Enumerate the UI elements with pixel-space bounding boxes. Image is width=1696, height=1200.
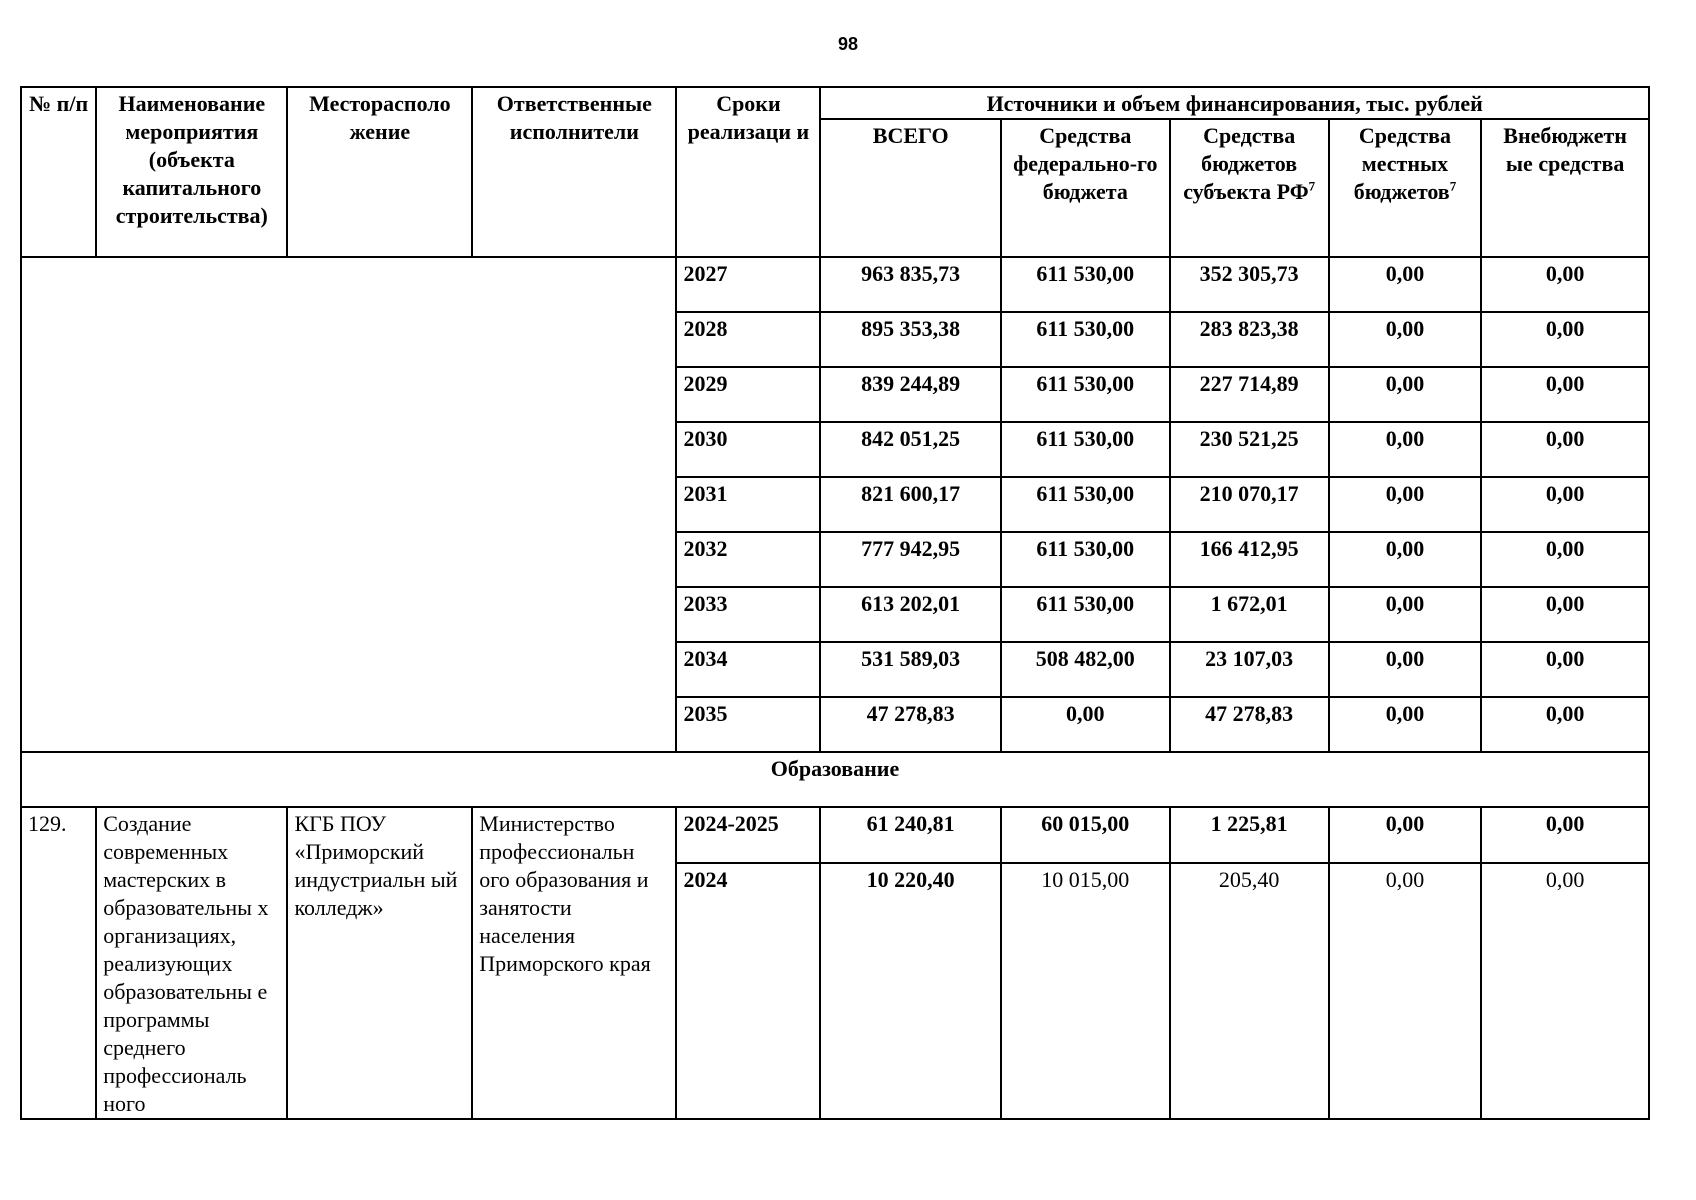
local-cell: 0,00 xyxy=(1329,697,1482,752)
item-129-num: 129. xyxy=(21,807,96,1119)
year-cell: 2032 xyxy=(676,532,820,587)
local-cell: 0,00 xyxy=(1329,422,1482,477)
item-129-offbudget-cell: 0,00 xyxy=(1481,807,1649,863)
year-cell: 2030 xyxy=(676,422,820,477)
offbudget-cell: 0,00 xyxy=(1481,477,1649,532)
header-num: № п/п xyxy=(21,87,96,257)
item-129-local-cell: 0,00 xyxy=(1329,863,1482,1119)
item-129-year-cell: 2024-2025 xyxy=(676,807,820,863)
total-cell: 531 589,03 xyxy=(820,642,1001,697)
offbudget-cell: 0,00 xyxy=(1481,587,1649,642)
total-cell: 842 051,25 xyxy=(820,422,1001,477)
year-cell: 2035 xyxy=(676,697,820,752)
local-cell: 0,00 xyxy=(1329,312,1482,367)
offbudget-cell: 0,00 xyxy=(1481,642,1649,697)
item-129-local-cell: 0,00 xyxy=(1329,807,1482,863)
federal-cell: 508 482,00 xyxy=(1001,642,1170,697)
federal-cell: 611 530,00 xyxy=(1001,532,1170,587)
header-financing-group: Источники и объем финансирования, тыс. рублей xyxy=(820,87,1649,119)
year-row xyxy=(21,257,1649,312)
federal-cell: 611 530,00 xyxy=(1001,422,1170,477)
offbudget-cell: 0,00 xyxy=(1481,422,1649,477)
federal-cell: 611 530,00 xyxy=(1001,587,1170,642)
federal-cell: 0,00 xyxy=(1001,697,1170,752)
total-cell: 821 600,17 xyxy=(820,477,1001,532)
header-local: Средства местных бюджетов$^7$ xyxy=(1329,119,1482,257)
item-129-federal-cell: 60 015,00 xyxy=(1001,807,1170,863)
item-129-regional-cell: 205,40 xyxy=(1170,863,1329,1119)
regional-cell: 227 714,89 xyxy=(1170,367,1329,422)
item-129-responsible: Министерство профессиональн ого образования и занятости населения Приморского края xyxy=(472,807,676,1119)
regional-cell: 1 672,01 xyxy=(1170,587,1329,642)
header-location: Месторасполо жение xyxy=(287,87,472,257)
page-number: 98 xyxy=(837,34,859,54)
header-name: Наименование мероприятия (объекта капитального строительства) xyxy=(96,87,287,257)
financing-table xyxy=(20,86,1650,1120)
local-cell: 0,00 xyxy=(1329,587,1482,642)
federal-cell: 611 530,00 xyxy=(1001,312,1170,367)
local-cell: 0,00 xyxy=(1329,257,1482,312)
continuation-blank-cell xyxy=(21,257,676,752)
total-cell: 963 835,73 xyxy=(820,257,1001,312)
total-cell: 895 353,38 xyxy=(820,312,1001,367)
federal-cell: 611 530,00 xyxy=(1001,477,1170,532)
regional-cell: 47 278,83 xyxy=(1170,697,1329,752)
regional-cell: 166 412,95 xyxy=(1170,532,1329,587)
offbudget-cell: 0,00 xyxy=(1481,312,1649,367)
regional-cell: 352 305,73 xyxy=(1170,257,1329,312)
header-federal: Средства федерально-го бюджета xyxy=(1001,119,1170,257)
local-cell: 0,00 xyxy=(1329,642,1482,697)
local-cell: 0,00 xyxy=(1329,477,1482,532)
offbudget-cell: 0,00 xyxy=(1481,532,1649,587)
header-total: ВСЕГО xyxy=(820,119,1001,257)
total-cell: 613 202,01 xyxy=(820,587,1001,642)
item-129-total-cell: 61 240,81 xyxy=(820,807,1001,863)
item-129-offbudget-cell: 0,00 xyxy=(1481,863,1649,1119)
total-cell: 777 942,95 xyxy=(820,532,1001,587)
local-cell: 0,00 xyxy=(1329,532,1482,587)
header-regional: Средства бюджетов субъекта $РФ^7$ xyxy=(1170,119,1329,257)
year-cell: 2031 xyxy=(676,477,820,532)
regional-cell: 23 107,03 xyxy=(1170,642,1329,697)
regional-cell: 283 823,38 xyxy=(1170,312,1329,367)
year-cell: 2028 xyxy=(676,312,820,367)
federal-cell: 611 530,00 xyxy=(1001,257,1170,312)
year-cell: 2034 xyxy=(676,642,820,697)
total-cell: 47 278,83 xyxy=(820,697,1001,752)
offbudget-cell: 0,00 xyxy=(1481,367,1649,422)
item-129-location: КГБ ПОУ «Приморский индустриальн ый колледж» xyxy=(287,807,472,1119)
regional-cell: 210 070,17 xyxy=(1170,477,1329,532)
offbudget-cell: 0,00 xyxy=(1481,257,1649,312)
header-responsible: Ответственные исполнители xyxy=(472,87,676,257)
section-title: Образование xyxy=(21,752,1649,807)
item-129-year-cell: 2024 xyxy=(676,863,820,1119)
header-terms: Сроки реализаци и xyxy=(676,87,820,257)
local-cell: 0,00 xyxy=(1329,367,1482,422)
item-129-federal-cell: 10 015,00 xyxy=(1001,863,1170,1119)
federal-cell: 611 530,00 xyxy=(1001,367,1170,422)
item-129-regional-cell: 1 225,81 xyxy=(1170,807,1329,863)
item-129-total-cell: 10 220,40 xyxy=(820,863,1001,1119)
header-offbudget: Внебюджетн ые средства xyxy=(1481,119,1649,257)
year-cell: 2027 xyxy=(676,257,820,312)
total-cell: 839 244,89 xyxy=(820,367,1001,422)
item-129-name: Создание современных мастерских в образовательны х организациях, реализующих образовательны е программы среднего профессиональ ного xyxy=(96,807,287,1119)
offbudget-cell: 0,00 xyxy=(1481,697,1649,752)
regional-cell: 230 521,25 xyxy=(1170,422,1329,477)
year-cell: 2029 xyxy=(676,367,820,422)
year-cell: 2033 xyxy=(676,587,820,642)
